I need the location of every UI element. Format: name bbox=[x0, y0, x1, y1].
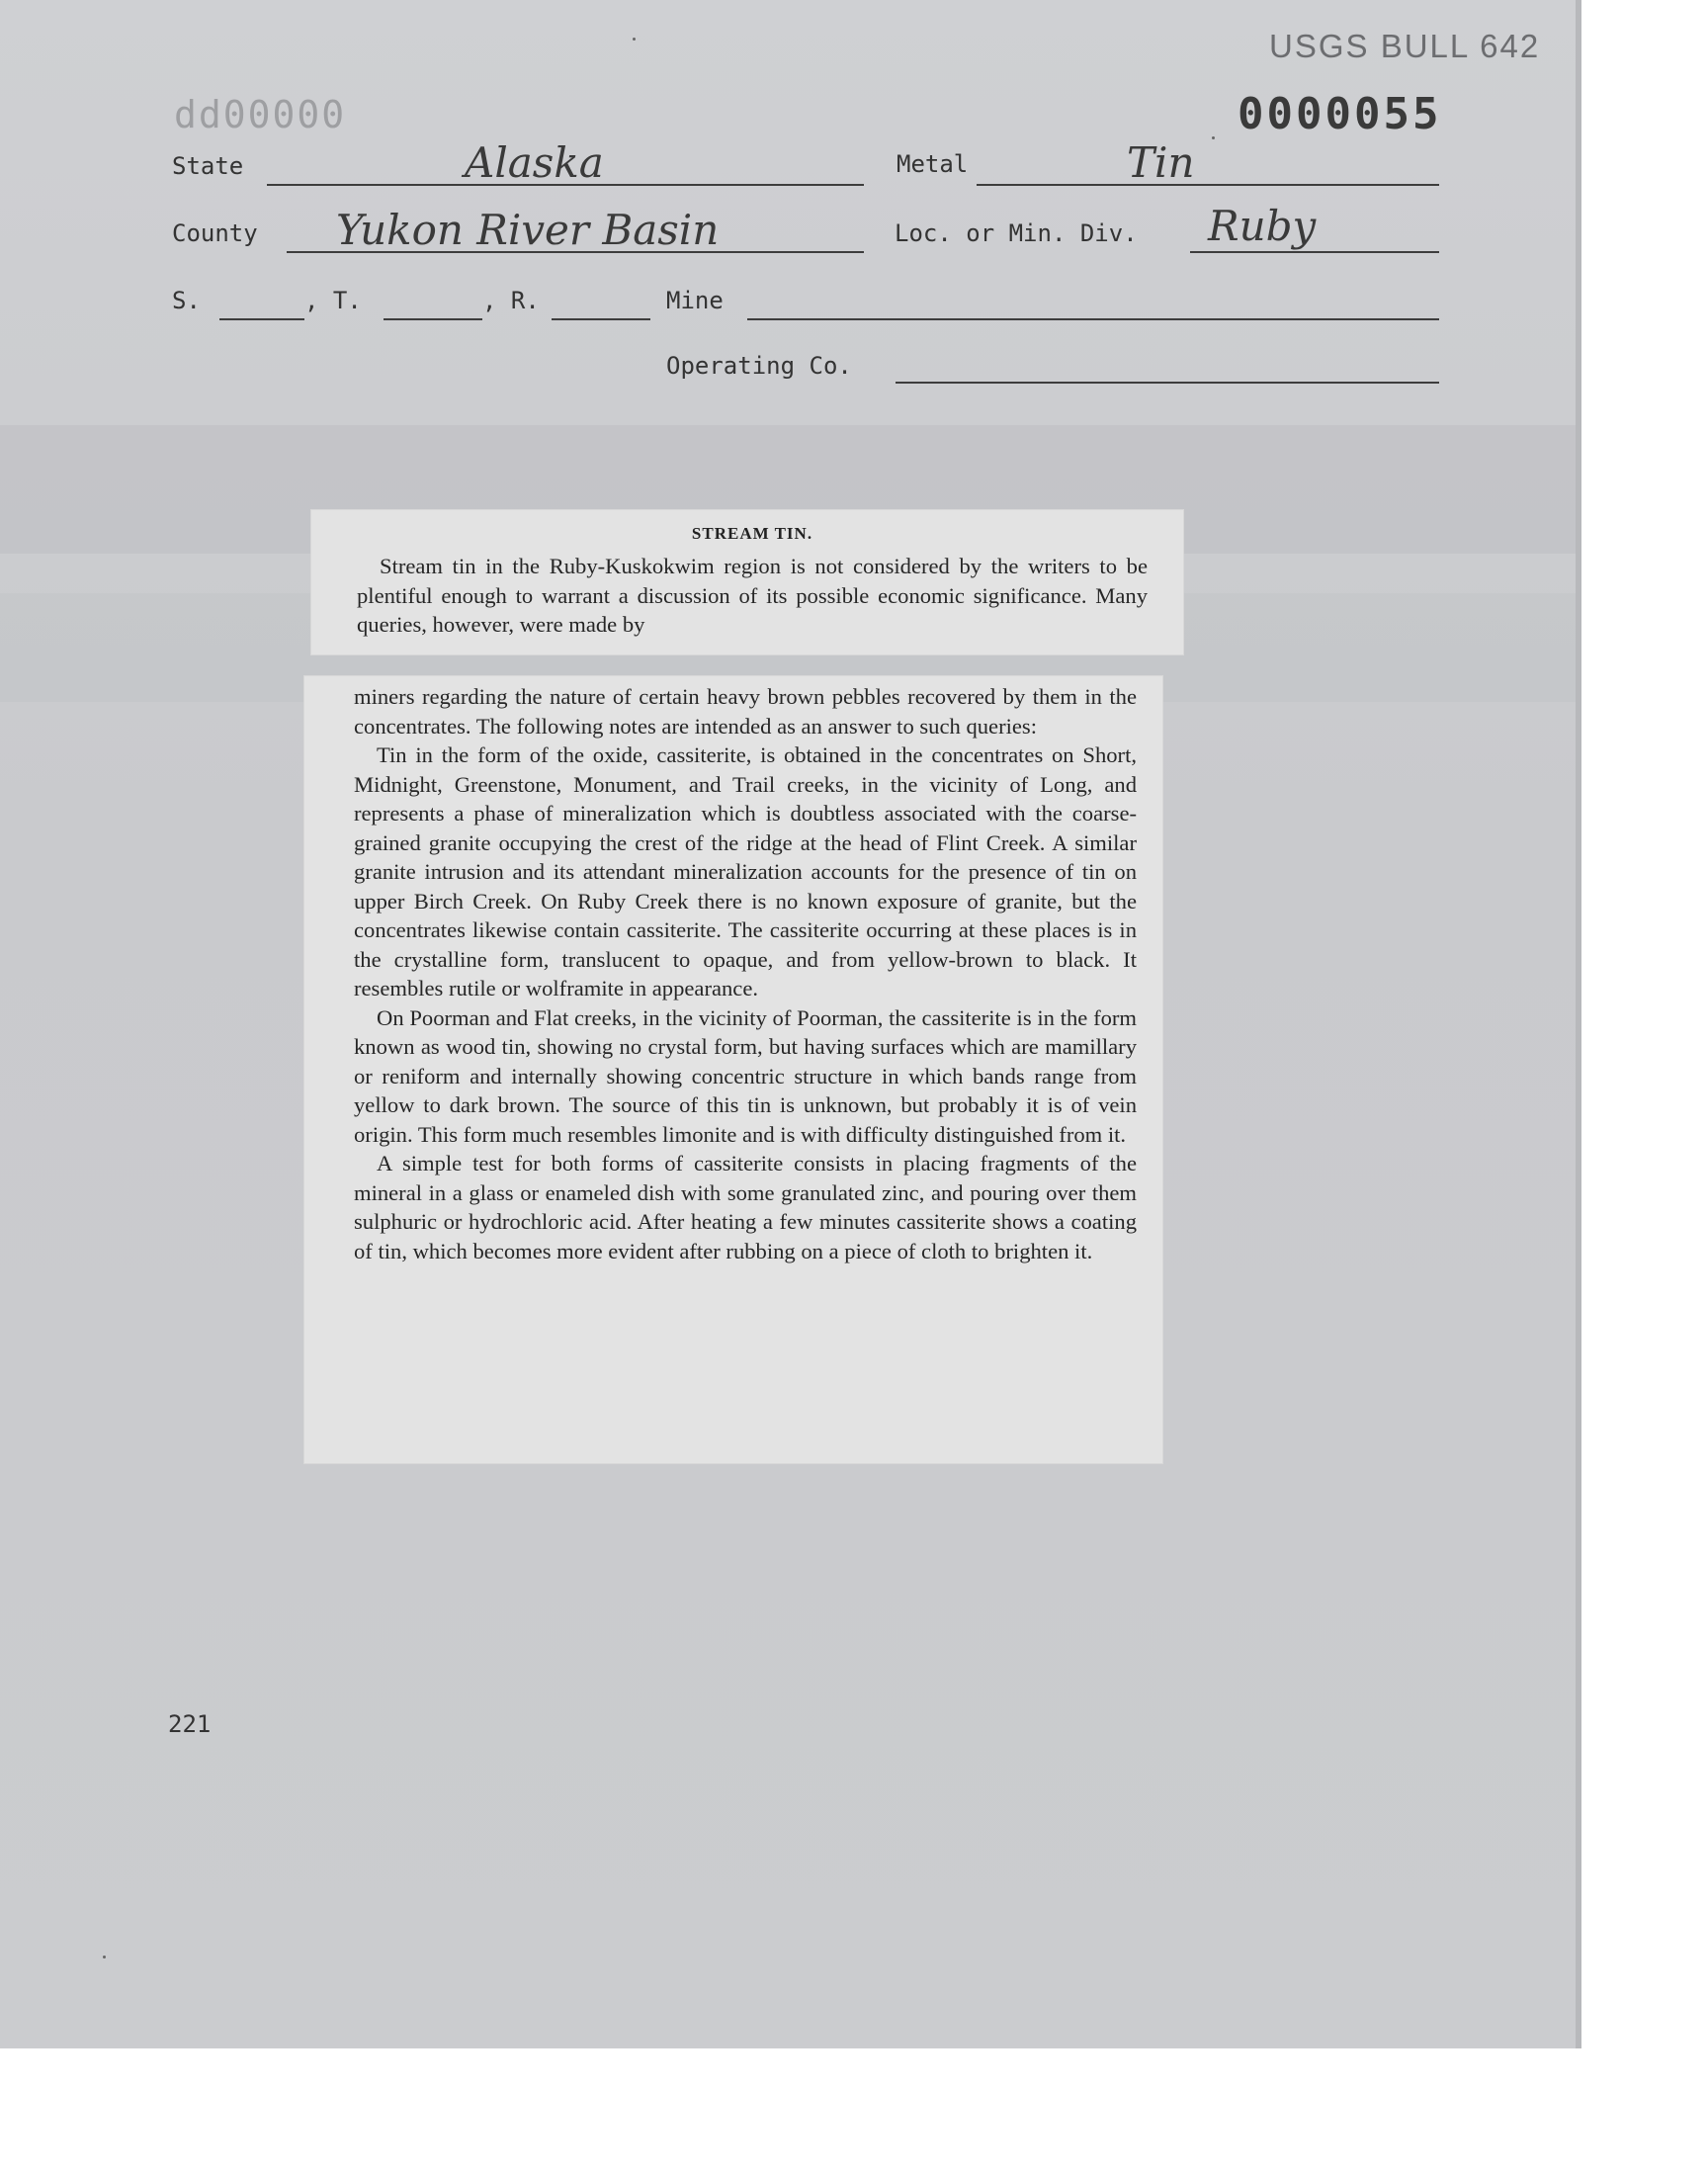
clipping-main bbox=[304, 676, 1162, 1463]
operating-co-label: Operating Co. bbox=[666, 352, 852, 380]
metal-value: Tin bbox=[1127, 138, 1195, 187]
mine-label: Mine bbox=[666, 287, 724, 314]
usgs-reference-stamp: USGS BULL 642 bbox=[1269, 28, 1541, 64]
page-number: 221 bbox=[168, 1710, 212, 1738]
paragraph-wood-tin: On Poorman and Flat creeks, in the vicinity of Poorman, the cassiterite is in the form known as wood tin, showing no crystal form, but having surfaces which are mamillary or reniform and internally showing concentric structure in which bands range from yellow to dark brown. The source of this tin is unknown, but probably it is of vein origin. This form much resembles limonite and is with difficulty distinguished from it. bbox=[354, 1004, 1137, 1147]
clipping-text-top bbox=[357, 552, 1148, 640]
loc-value: Ruby bbox=[1208, 202, 1317, 250]
operating-co-line bbox=[896, 382, 1439, 384]
mine-line bbox=[747, 318, 1439, 320]
county-value: Yukon River Basin bbox=[336, 206, 720, 254]
paragraph-simple-test: A simple test for both forms of cassiterite consists in placing fragments of the mineral in a glass or enameled dish with some granulated zinc, and pouring over them sulphuric or hydrochloric acid. After heating a few minutes cassiterite shows a coating of tin, which becomes more evident after rubbing on a piece of cloth to brighten it. bbox=[354, 1151, 1137, 1263]
scan-speck bbox=[1212, 136, 1215, 139]
loc-label: Loc. or Min. Div. bbox=[895, 219, 1138, 247]
range-label: , R. bbox=[482, 287, 540, 314]
scan-speck bbox=[633, 38, 636, 41]
state-value: Alaska bbox=[465, 138, 604, 187]
section-line bbox=[219, 318, 304, 320]
paragraph-crystalline-cassiterite: Tin in the form of the oxide, cassiterite, is obtained in the concentrates on Short, Midnight, Greenstone, Monument, and Trail creeks, in the vicinity of Long, and represents a phase of mineralization which is doubtless associated with the coarse-grained granite occupying the crest of the ridge at the head of Flint Creek. A similar granite intrusion and its attendant mineralization accounts for the presence of tin on upper Birch Creek. On Ruby Creek there is no known exposure of granite, but the concentrates likewise contain cassiterite. The cassiterite occurring at these places is in the crystalline form, translucent to opaque, and from yellow-brown to black. It resembles rutile or wolframite in appearance. bbox=[354, 742, 1137, 1000]
section-label: S. bbox=[172, 287, 201, 314]
loc-line bbox=[1190, 251, 1439, 253]
clipping-text-main bbox=[354, 682, 1137, 1265]
county-label: County bbox=[172, 219, 258, 247]
scan-speck bbox=[103, 1956, 106, 1958]
township-line bbox=[384, 318, 482, 320]
clipping-top bbox=[311, 510, 1183, 654]
township-label: , T. bbox=[304, 287, 362, 314]
card-edge bbox=[1576, 0, 1581, 2048]
clipping-title: STREAM TIN. bbox=[691, 524, 813, 543]
state-label: State bbox=[172, 152, 244, 180]
range-line bbox=[552, 318, 650, 320]
metal-line bbox=[977, 184, 1439, 186]
metal-label: Metal bbox=[897, 150, 969, 178]
record-number: 0000055 bbox=[1238, 89, 1442, 139]
paragraph-stream-tin-intro: Stream tin in the Ruby-Kuskokwim region is not considered by the writers to be plentiful enough to warrant a discussion of its possible economic significance. Many queries, however, were made by bbox=[357, 554, 1148, 637]
faint-record-number: dd00000 bbox=[174, 93, 347, 136]
paragraph-intro-continued: miners regarding the nature of certain heavy brown pebbles recovered by them in the concentrates. The following notes are intended as an answer to such queries: bbox=[354, 684, 1137, 739]
